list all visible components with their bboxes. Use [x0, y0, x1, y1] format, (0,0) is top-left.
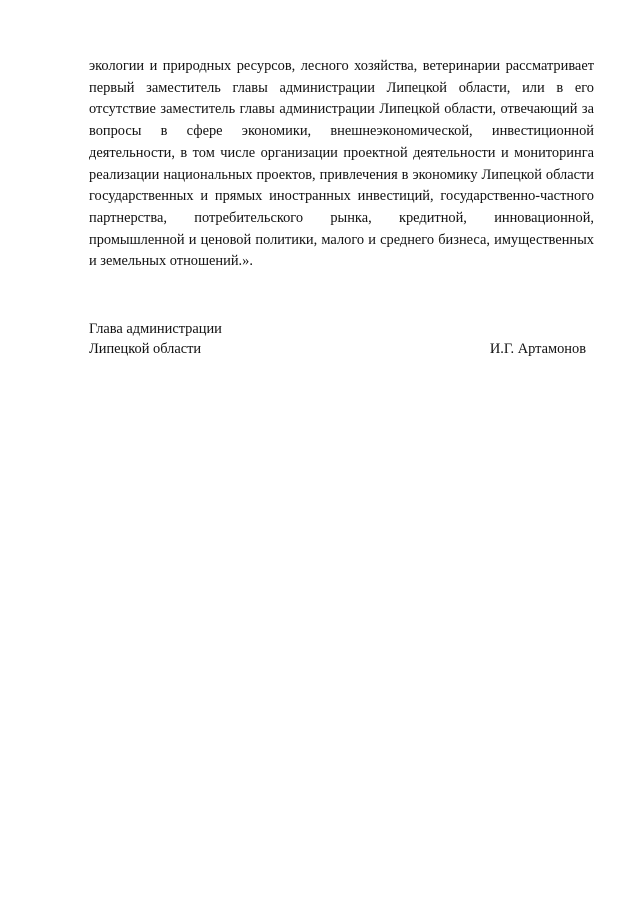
signatory-position-line-1: Глава администрации	[89, 321, 222, 337]
signature-block	[89, 319, 594, 359]
signatory-name: И.Г. Артамонов	[489, 341, 586, 357]
body-paragraph: экологии и природных ресурсов, лесного хозяйства, ветеринарии рассматривает первый заместитель главы администрации Липецкой области, или в его отсутствие заместитель главы администрации Липецкой области, отвечающий за вопросы в сфере экономики, внешнеэкономической, инвестиционной деятельности, в том числе организации проектной деятельности и мониторинга реализации национальных проектов, привлечения в экономику Липецкой области государственных и прямых иностранных инвестиций, государственно-частного партнерства, потребительского рынка, кредитной, инновационной, промышленной и ценовой политики, малого и среднего бизнеса, имущественных и земельных отношений.».	[89, 58, 594, 270]
signatory-position-line-2: Липецкой области	[89, 341, 202, 357]
signature-row	[89, 339, 594, 359]
